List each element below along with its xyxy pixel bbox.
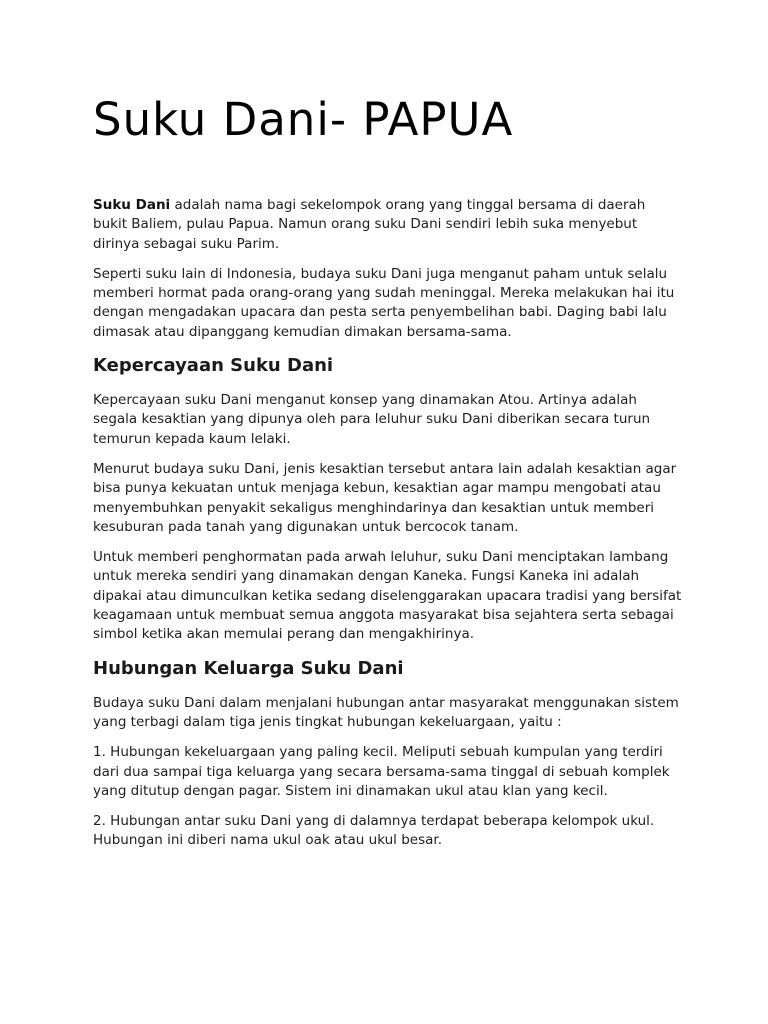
list-item: 2. Hubungan antar suku Dani yang di dalamnya terdapat beberapa kelompok ukul. Hubungan ini diberi nama ukul oak atau ukul besar. (93, 813, 655, 849)
section-heading-kepercayaan: Kepercayaan Suku Dani (93, 355, 334, 377)
paragraph: Budaya suku Dani dalam menjalani hubungan antar masyarakat menggunakan sistem yang terbagi dalam tiga jenis tingkat hubungan kekeluargaan, yaitu : (93, 694, 679, 730)
section-heading-hubungan: Hubungan Keluarga Suku Dani (93, 657, 404, 679)
intro-paragraph (93, 196, 683, 254)
intro-lead: Suku Dani (93, 197, 171, 213)
paragraph: Menurut budaya suku Dani, jenis kesaktian tersebut antara lain adalah kesaktian agar bisa punya kekuatan untuk menjaga kebun, kesaktian agar mampu mengobati atau menyembuhkan penyakit sekaligus menghindarinya dan kesaktian untuk memberi kesuburan pada tanah yang digunakan untuk bercocok tanam. (93, 460, 677, 535)
document-page (93, 92, 683, 862)
paragraph: Kepercayaan suku Dani menganut konsep yang dinamakan Atou. Artinya adalah segala kesaktian yang dipunya oleh para leluhur suku Dani diberikan secara turun temurun kepada kaum lelaki. (93, 392, 651, 447)
intro-text: adalah nama bagi sekelompok orang yang tinggal bersama di daerah bukit Baliem, pulau Papua. Namun orang suku Dani sendiri lebih suka menyebut dirinya sebagai suku Parim. (93, 197, 646, 252)
paragraph: Seperti suku lain di Indonesia, budaya suku Dani juga menganut paham untuk selalu memberi hormat pada orang-orang yang sudah meninggal. Mereka melakukan hai itu dengan mengadakan upacara dan pesta serta penyembelihan babi. Daging babi lalu dimasak atau dipanggang kemudian dimakan bersama-sama. (93, 265, 675, 340)
paragraph: Untuk memberi penghormatan pada arwah leluhur, suku Dani menciptakan lambang untuk mereka sendiri yang dinamakan dengan Kaneka. Fungsi Kaneka ini adalah dipakai atau dimunculkan ketika sedang diselenggarakan upacara tradisi yang bersifat keagamaan untuk membuat semua anggota masyarakat bisa sejahtera serta sebagai simbol ketika akan memulai perang dan mengakhirinya. (93, 549, 682, 643)
document-title: Suku Dani- PAPUA (93, 93, 514, 146)
list-item: 1. Hubungan kekeluargaan yang paling kecil. Meliputi sebuah kumpulan yang terdiri dari dua sampai tiga keluarga yang secara bersama-sama tinggal di sebuah komplek yang ditutup dengan pagar. Sistem ini dinamakan ukul atau klan yang kecil. (93, 744, 670, 799)
